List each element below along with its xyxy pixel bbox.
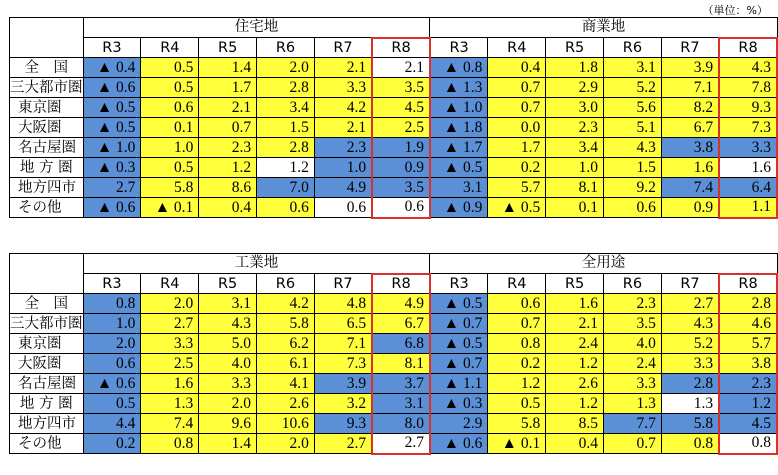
unit-note: （単位：%） (702, 4, 768, 17)
table-row (10, 178, 778, 198)
value-cell: 7.8 (719, 78, 777, 98)
year-header: R3 (430, 38, 488, 58)
value-cell: 1.1 (719, 198, 777, 218)
value-cell: 1.6 (141, 374, 199, 394)
year-header: R5 (199, 274, 257, 294)
value-cell: 2.3 (604, 294, 662, 314)
row-label-regional: 地 方 圏 (10, 394, 84, 414)
value-cell: 1.0 (83, 314, 141, 334)
group-title: 工業地 (83, 254, 430, 274)
value-cell: 3.5 (604, 314, 662, 334)
year-header: R5 (199, 38, 257, 58)
value-cell: 3.1 (372, 394, 430, 414)
value-cell: 5.8 (141, 178, 199, 198)
value-cell: 4.1 (257, 374, 315, 394)
land-price-table-residential-commercial (9, 17, 778, 219)
value-cell: 2.8 (719, 294, 777, 314)
value-cell: ▲ 0.5 (430, 294, 488, 314)
value-cell: 1.3 (661, 394, 719, 414)
value-cell: ▲ 0.3 (83, 158, 141, 178)
table-row (10, 294, 778, 314)
value-cell: 2.5 (141, 354, 199, 374)
year-header: R7 (661, 38, 719, 58)
year-header: R3 (430, 274, 488, 294)
value-cell: 7.4 (141, 414, 199, 434)
value-cell: 4.2 (314, 98, 372, 118)
value-cell: 2.5 (372, 118, 430, 138)
value-cell: 3.4 (257, 98, 315, 118)
value-cell: 3.1 (430, 178, 488, 198)
header-blank (10, 18, 84, 58)
value-cell: ▲ 0.7 (430, 314, 488, 334)
value-cell: 0.4 (199, 198, 257, 218)
value-cell: 0.1 (546, 198, 604, 218)
value-cell: 2.0 (199, 394, 257, 414)
value-cell: 2.1 (199, 98, 257, 118)
value-cell: 3.1 (199, 294, 257, 314)
table-row (10, 98, 778, 118)
value-cell: 0.5 (83, 394, 141, 414)
row-label-national: 全 国 (10, 294, 84, 314)
value-cell: 4.9 (372, 294, 430, 314)
value-cell: 4.3 (719, 58, 777, 78)
value-cell: 1.2 (546, 354, 604, 374)
year-header: R7 (314, 38, 372, 58)
value-cell: 0.6 (604, 198, 662, 218)
value-cell: ▲ 0.6 (83, 374, 141, 394)
value-cell: 1.6 (546, 294, 604, 314)
value-cell: ▲ 0.4 (83, 58, 141, 78)
value-cell: 2.0 (257, 58, 315, 78)
value-cell: 0.6 (372, 198, 430, 218)
value-cell: ▲ 0.5 (430, 158, 488, 178)
value-cell: ▲ 0.6 (430, 434, 488, 454)
value-cell: ▲ 0.5 (83, 118, 141, 138)
value-cell: 9.2 (604, 178, 662, 198)
value-cell: 0.9 (661, 198, 719, 218)
table-row (10, 374, 778, 394)
value-cell: 5.1 (604, 118, 662, 138)
table-row (10, 198, 778, 218)
value-cell: 1.6 (661, 158, 719, 178)
value-cell: 3.3 (314, 78, 372, 98)
value-cell: 1.0 (546, 158, 604, 178)
value-cell: ▲ 0.8 (430, 58, 488, 78)
row-label-regional: 地 方 圏 (10, 158, 84, 178)
value-cell: ▲ 0.6 (83, 78, 141, 98)
value-cell: 5.8 (257, 314, 315, 334)
value-cell: 2.7 (372, 434, 430, 454)
value-cell: 5.0 (199, 334, 257, 354)
value-cell: 5.6 (604, 98, 662, 118)
value-cell: 2.3 (314, 138, 372, 158)
value-cell: 2.3 (199, 138, 257, 158)
table-row (10, 314, 778, 334)
value-cell: 7.1 (314, 334, 372, 354)
value-cell: 7.0 (257, 178, 315, 198)
value-cell: 4.3 (604, 138, 662, 158)
value-cell: 6.4 (719, 178, 777, 198)
value-cell: 1.5 (604, 158, 662, 178)
value-cell: 3.3 (604, 374, 662, 394)
value-cell: 1.2 (199, 158, 257, 178)
row-label-tokyo: 東京圏 (10, 334, 84, 354)
year-header: R6 (257, 38, 315, 58)
value-cell: 1.2 (488, 374, 546, 394)
value-cell: ▲ 1.1 (430, 374, 488, 394)
group-title: 商業地 (430, 18, 777, 38)
value-cell: 0.4 (488, 58, 546, 78)
value-cell: 2.0 (83, 334, 141, 354)
value-cell: 3.5 (372, 178, 430, 198)
value-cell: 8.1 (372, 354, 430, 374)
group-title: 住宅地 (83, 18, 430, 38)
value-cell: 3.8 (719, 354, 777, 374)
value-cell: 2.8 (257, 138, 315, 158)
value-cell: 0.7 (488, 78, 546, 98)
value-cell: 0.6 (257, 198, 315, 218)
value-cell: 4.0 (604, 334, 662, 354)
value-cell: 2.7 (141, 314, 199, 334)
value-cell: 0.5 (141, 78, 199, 98)
year-header: R5 (546, 274, 604, 294)
value-cell: 1.0 (141, 138, 199, 158)
value-cell: 1.4 (199, 434, 257, 454)
value-cell: 2.1 (546, 314, 604, 334)
value-cell: 5.2 (661, 334, 719, 354)
value-cell: 3.4 (546, 138, 604, 158)
value-cell: 0.6 (141, 98, 199, 118)
table-row (10, 138, 778, 158)
value-cell: 2.3 (546, 118, 604, 138)
row-label-tokyo: 東京圏 (10, 98, 84, 118)
value-cell: 8.2 (661, 98, 719, 118)
value-cell: 3.9 (314, 374, 372, 394)
value-cell: 6.1 (257, 354, 315, 374)
value-cell: 3.3 (661, 354, 719, 374)
year-header: R4 (488, 274, 546, 294)
row-label-other: その他 (10, 434, 84, 454)
value-cell: ▲ 0.6 (83, 198, 141, 218)
year-header: R3 (83, 38, 141, 58)
value-cell: ▲ 1.3 (430, 78, 488, 98)
year-header: R7 (314, 274, 372, 294)
value-cell: 0.6 (488, 294, 546, 314)
year-header: R5 (546, 38, 604, 58)
value-cell: 0.8 (83, 294, 141, 314)
value-cell: 0.6 (314, 198, 372, 218)
value-cell: 6.7 (372, 314, 430, 334)
table-row (10, 394, 778, 414)
value-cell: 3.7 (372, 374, 430, 394)
value-cell: 0.8 (719, 434, 777, 454)
value-cell: ▲ 0.9 (430, 198, 488, 218)
value-cell: 0.7 (604, 434, 662, 454)
value-cell: 7.7 (604, 414, 662, 434)
value-cell: 2.3 (719, 374, 777, 394)
table-row (10, 58, 778, 78)
value-cell: 0.0 (488, 118, 546, 138)
value-cell: 1.3 (604, 394, 662, 414)
value-cell: 0.8 (488, 334, 546, 354)
value-cell: 0.5 (488, 394, 546, 414)
year-header: R3 (83, 274, 141, 294)
value-cell: 2.6 (546, 374, 604, 394)
value-cell: ▲ 1.0 (430, 98, 488, 118)
value-cell: 6.5 (314, 314, 372, 334)
value-cell: 2.9 (430, 414, 488, 434)
value-cell: 1.0 (314, 158, 372, 178)
value-cell: 4.3 (199, 314, 257, 334)
value-cell: 0.7 (199, 118, 257, 138)
table-row (10, 118, 778, 138)
value-cell: 2.7 (661, 294, 719, 314)
year-header: R6 (604, 274, 662, 294)
value-cell: 4.0 (199, 354, 257, 374)
value-cell: 2.0 (141, 294, 199, 314)
value-cell: 4.4 (83, 414, 141, 434)
value-cell: 1.4 (199, 58, 257, 78)
row-label-three-metro: 三大都市圏 (10, 315, 83, 332)
value-cell: 0.9 (372, 158, 430, 178)
value-cell: 3.3 (719, 138, 777, 158)
value-cell: 3.0 (546, 98, 604, 118)
value-cell: 0.8 (141, 434, 199, 454)
value-cell: 6.7 (661, 118, 719, 138)
value-cell: 0.5 (141, 158, 199, 178)
value-cell: 9.6 (199, 414, 257, 434)
value-cell: 0.6 (83, 354, 141, 374)
value-cell: 0.8 (661, 434, 719, 454)
table-row (10, 434, 778, 454)
value-cell: 5.2 (604, 78, 662, 98)
value-cell: 3.3 (141, 334, 199, 354)
value-cell: ▲ 0.3 (430, 394, 488, 414)
value-cell: 7.3 (314, 354, 372, 374)
value-cell: ▲ 0.1 (141, 198, 199, 218)
value-cell: 5.8 (661, 414, 719, 434)
value-cell: 8.0 (372, 414, 430, 434)
row-label-osaka: 大阪圏 (10, 354, 84, 374)
value-cell: ▲ 0.5 (430, 334, 488, 354)
year-header: R8 (719, 274, 777, 294)
value-cell: 8.6 (199, 178, 257, 198)
value-cell: 8.5 (546, 414, 604, 434)
year-header: R6 (604, 38, 662, 58)
value-cell: 1.6 (719, 158, 777, 178)
value-cell: 4.8 (314, 294, 372, 314)
table-row (10, 414, 778, 434)
value-cell: 5.7 (719, 334, 777, 354)
header-blank (10, 254, 84, 294)
value-cell: 0.7 (488, 314, 546, 334)
value-cell: 0.2 (83, 434, 141, 454)
value-cell: 1.7 (488, 138, 546, 158)
table-row (10, 78, 778, 98)
value-cell: 2.7 (83, 178, 141, 198)
value-cell: ▲ 1.7 (430, 138, 488, 158)
value-cell: 1.5 (257, 118, 315, 138)
value-cell: ▲ 1.0 (83, 138, 141, 158)
value-cell: 5.7 (488, 178, 546, 198)
value-cell: 1.3 (141, 394, 199, 414)
value-cell: 3.9 (661, 58, 719, 78)
value-cell: 4.2 (257, 294, 315, 314)
value-cell: 6.8 (372, 334, 430, 354)
year-header: R6 (257, 274, 315, 294)
table-row (10, 334, 778, 354)
value-cell: 0.5 (141, 58, 199, 78)
value-cell: 3.2 (314, 394, 372, 414)
value-cell: 2.0 (257, 434, 315, 454)
value-cell: 4.5 (372, 98, 430, 118)
value-cell: 1.2 (719, 394, 777, 414)
value-cell: ▲ 0.1 (488, 434, 546, 454)
value-cell: 4.9 (314, 178, 372, 198)
row-label-four-cities: 地方四市 (10, 414, 84, 434)
year-header: R4 (488, 38, 546, 58)
value-cell: 2.1 (314, 58, 372, 78)
value-cell: 4.6 (719, 314, 777, 334)
table-row (10, 354, 778, 374)
row-label-national: 全 国 (10, 58, 84, 78)
row-label-osaka: 大阪圏 (10, 118, 84, 138)
year-header: R8 (372, 274, 430, 294)
year-header: R7 (661, 274, 719, 294)
value-cell: 1.2 (257, 158, 315, 178)
table-row (10, 158, 778, 178)
year-header: R8 (372, 38, 430, 58)
value-cell: 2.7 (314, 434, 372, 454)
value-cell: 7.3 (719, 118, 777, 138)
value-cell: ▲ 0.5 (83, 98, 141, 118)
value-cell: 2.1 (314, 118, 372, 138)
value-cell: 4.5 (719, 414, 777, 434)
value-cell: 3.1 (604, 58, 662, 78)
value-cell: 8.1 (546, 178, 604, 198)
value-cell: 1.8 (546, 58, 604, 78)
value-cell: 1.9 (372, 138, 430, 158)
row-label-nagoya: 名古屋圏 (10, 138, 84, 158)
value-cell: 3.5 (372, 78, 430, 98)
value-cell: 4.3 (661, 314, 719, 334)
value-cell: ▲ 0.5 (488, 198, 546, 218)
row-label-three-metro: 三大都市圏 (10, 79, 83, 96)
value-cell: 2.1 (372, 58, 430, 78)
row-label-nagoya: 名古屋圏 (10, 374, 84, 394)
value-cell: 0.7 (488, 98, 546, 118)
value-cell: 9.3 (314, 414, 372, 434)
row-label-other: その他 (10, 198, 84, 218)
value-cell: 7.1 (661, 78, 719, 98)
value-cell: 0.2 (488, 158, 546, 178)
value-cell: 2.9 (546, 78, 604, 98)
value-cell: 1.7 (199, 78, 257, 98)
value-cell: 0.1 (141, 118, 199, 138)
value-cell: 9.3 (719, 98, 777, 118)
value-cell: 7.4 (661, 178, 719, 198)
value-cell: 2.8 (257, 78, 315, 98)
value-cell: ▲ 0.7 (430, 354, 488, 374)
value-cell: 3.8 (661, 138, 719, 158)
value-cell: 2.4 (546, 334, 604, 354)
group-title: 全用途 (430, 254, 777, 274)
value-cell: 1.2 (546, 394, 604, 414)
land-price-table-industrial-all-use (9, 253, 778, 455)
value-cell: 3.3 (199, 374, 257, 394)
year-header: R4 (141, 38, 199, 58)
value-cell: 6.2 (257, 334, 315, 354)
value-cell: 2.4 (604, 354, 662, 374)
year-header: R4 (141, 274, 199, 294)
value-cell: 10.6 (257, 414, 315, 434)
value-cell: 2.8 (661, 374, 719, 394)
value-cell: 2.6 (257, 394, 315, 414)
row-label-four-cities: 地方四市 (10, 178, 84, 198)
value-cell: ▲ 1.8 (430, 118, 488, 138)
year-header: R8 (719, 38, 777, 58)
value-cell: 5.8 (488, 414, 546, 434)
value-cell: 0.2 (488, 354, 546, 374)
value-cell: 0.4 (546, 434, 604, 454)
